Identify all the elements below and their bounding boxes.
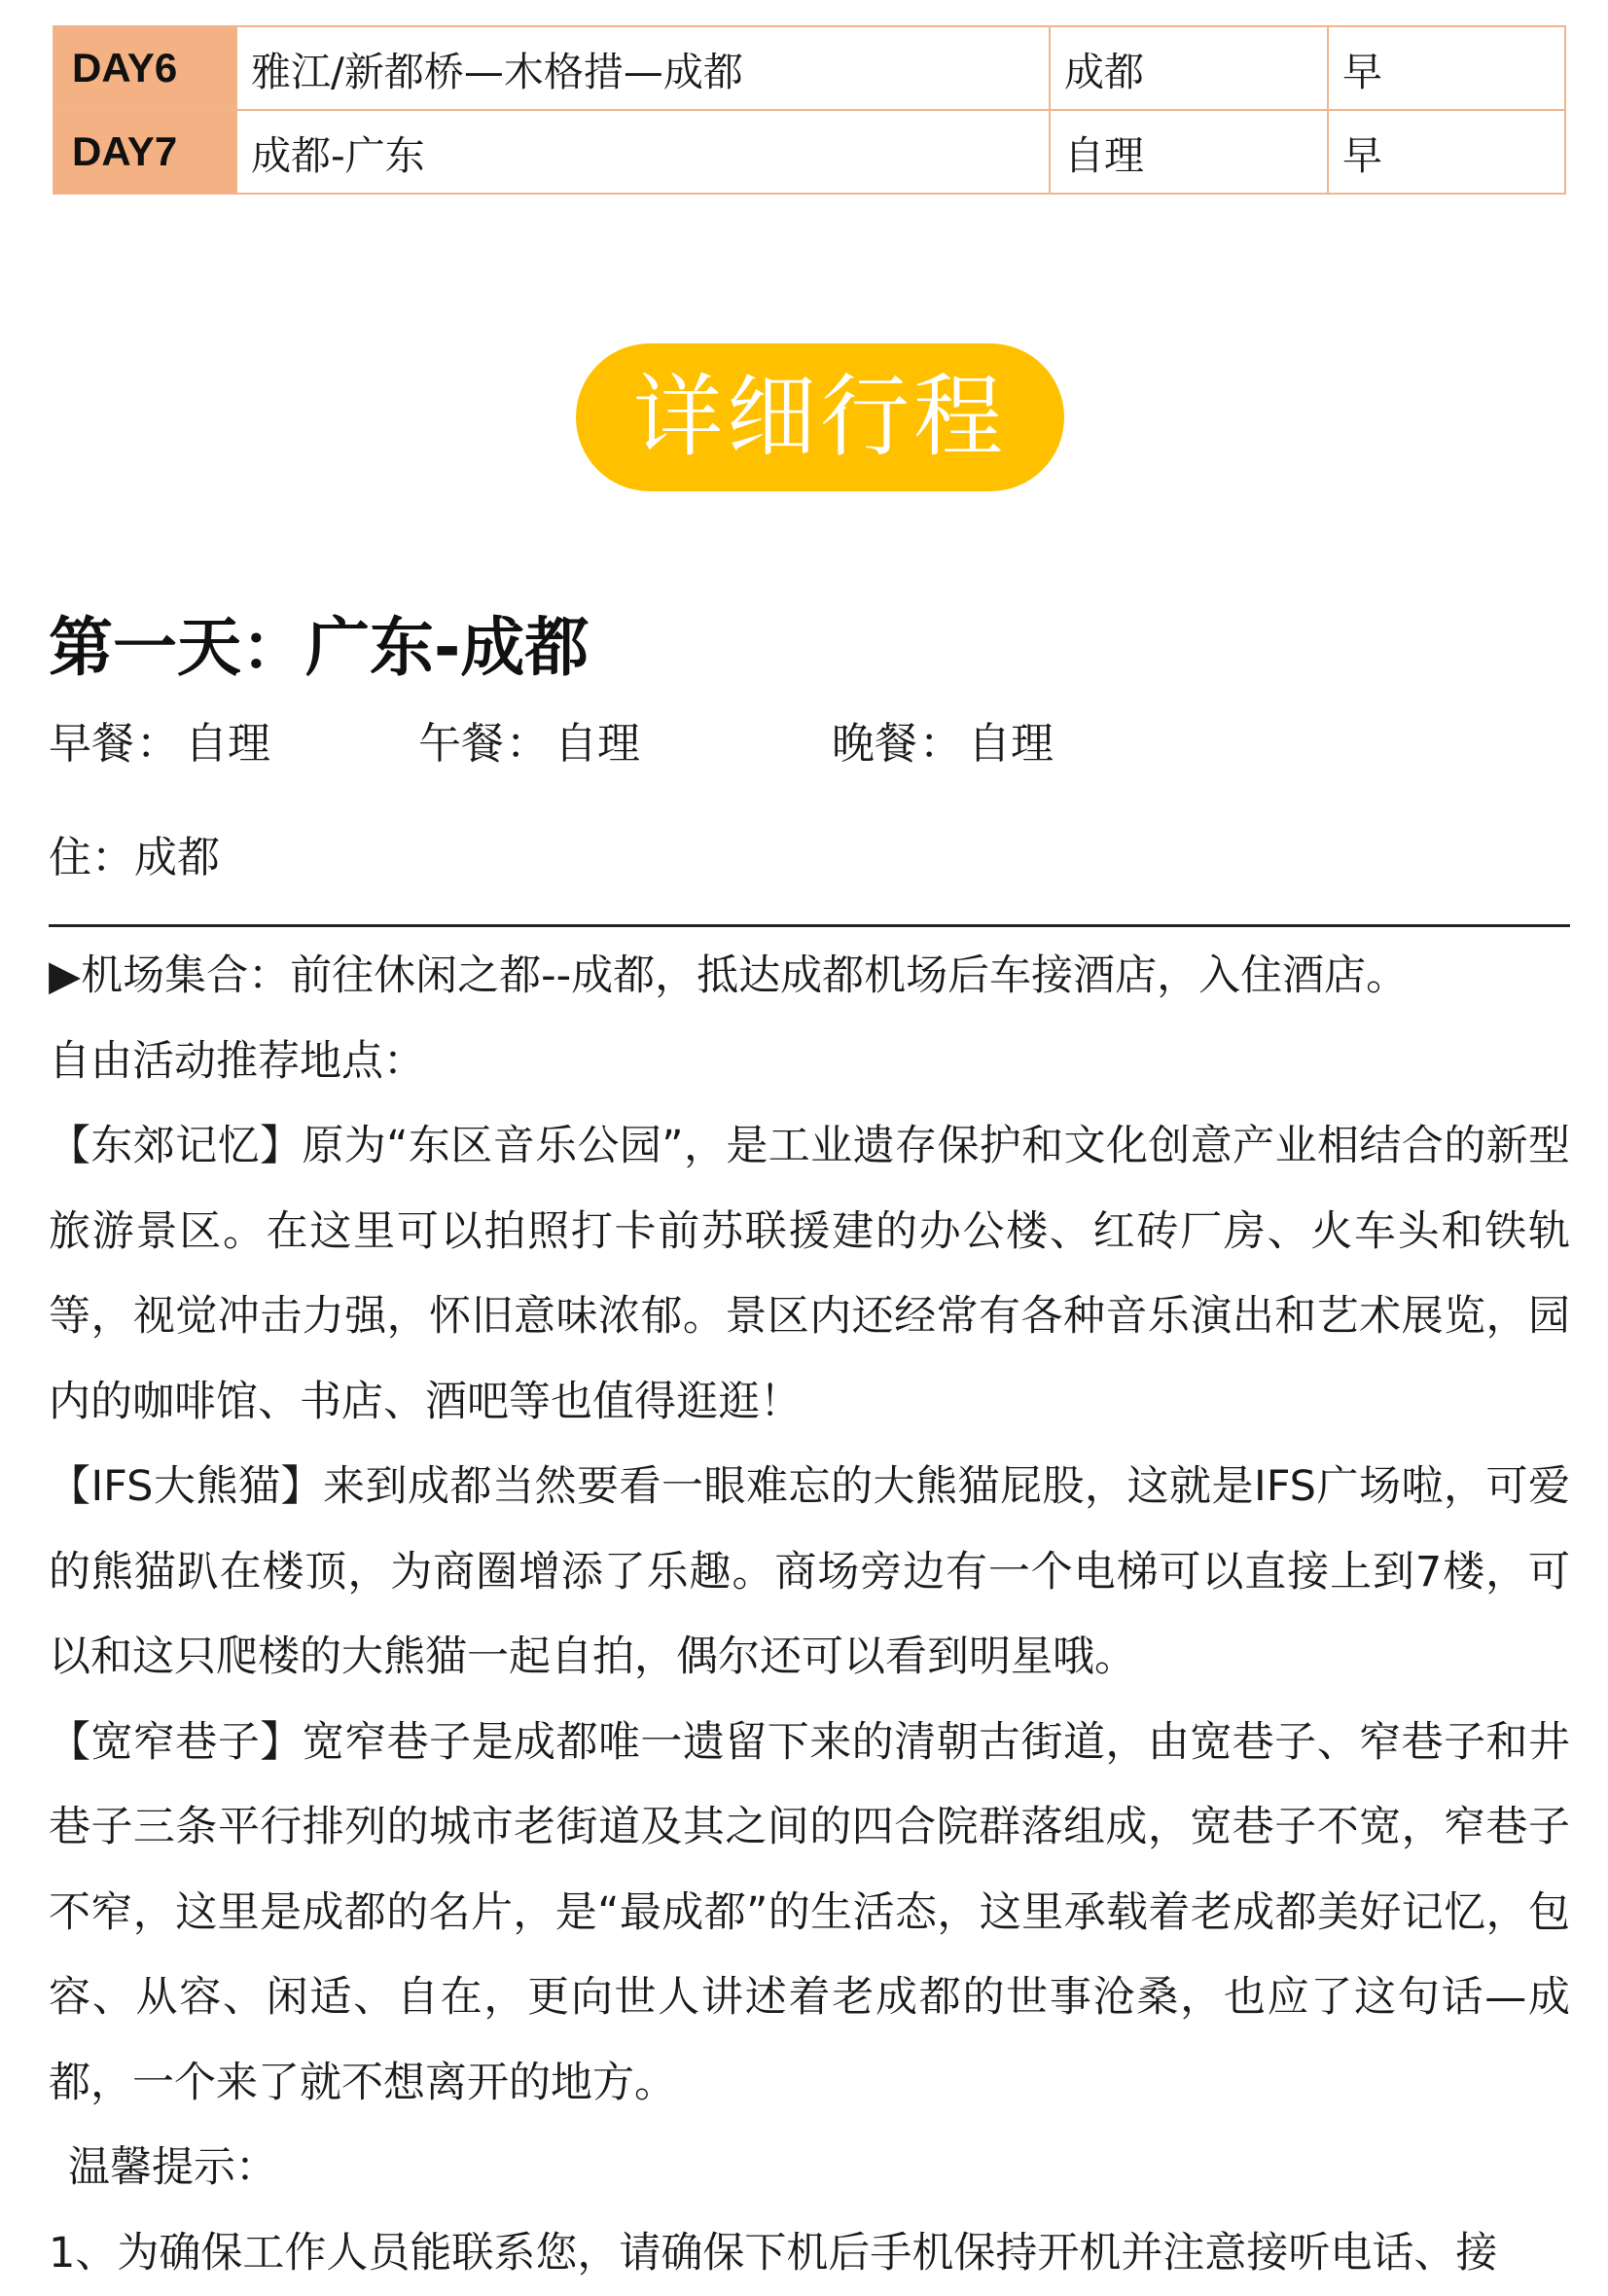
dinner-value: 自理 bbox=[968, 719, 1054, 769]
meals-cell: 早 bbox=[1328, 110, 1565, 194]
lunch-info bbox=[418, 708, 640, 771]
day-title: 第一天：广东-成都 bbox=[49, 595, 589, 688]
hotel-cell: 自理 bbox=[1050, 110, 1328, 194]
separator: ： bbox=[919, 719, 962, 769]
day-label: DAY6 bbox=[54, 26, 236, 110]
separator: ： bbox=[136, 719, 179, 769]
section-title-pill: 详细行程 bbox=[576, 343, 1064, 491]
itinerary-table bbox=[53, 25, 1566, 195]
route-cell: 成都-广东 bbox=[236, 110, 1050, 194]
meals-line bbox=[0, 708, 1608, 767]
arrival-paragraph: ▶机场集合：前往休闲之都--成都，抵达成都机场后车接酒店，入住酒店。 bbox=[49, 934, 1570, 1020]
lunch-label: 午餐 bbox=[418, 719, 504, 769]
hotel-cell: 成都 bbox=[1050, 26, 1328, 110]
itinerary-body bbox=[49, 934, 1570, 2296]
free-activity-heading: 自由活动推荐地点： bbox=[49, 1020, 1570, 1105]
dinner-info bbox=[832, 708, 1054, 771]
breakfast-value: 自理 bbox=[185, 719, 270, 769]
meals-cell: 早 bbox=[1328, 26, 1565, 110]
kuanzhai-alley-paragraph: 【宽窄巷子】宽窄巷子是成都唯一遗留下来的清朝古街道，由宽巷子、窄巷子和井巷子三条平行排列的城市老街道及其之间的四合院群落组成，宽巷子不宽，窄巷子不窄，这里是成都的名片，是“最成都”的生活态，这里承载着老成都美好记忆，包容、从容、闲适、自在，更向世人讲述着老成都的世事沧桑，也应了这句话—成都，一个来了就不想离开的地方。 bbox=[49, 1701, 1570, 2127]
breakfast-info bbox=[49, 708, 270, 771]
lunch-value: 自理 bbox=[554, 719, 640, 769]
separator: ： bbox=[506, 719, 549, 769]
tip-item: 1、为确保工作人员能联系您，请确保下机后手机保持开机并注意接听电话、接 bbox=[49, 2211, 1570, 2296]
table-row bbox=[54, 110, 1565, 194]
breakfast-label: 早餐 bbox=[49, 719, 134, 769]
route-cell: 雅江/新都桥—木格措—成都 bbox=[236, 26, 1050, 110]
dongjiao-memory-paragraph: 【东郊记忆】原为“东区音乐公园”，是工业遗存保护和文化创意产业相结合的新型旅游景区。在这里可以拍照打卡前苏联援建的办公楼、红砖厂房、火车头和铁轨等，视觉冲击力强，怀旧意味浓郁。景区内还经常有各种音乐演出和艺术展览，园内的咖啡馆、书店、酒吧等也值得逛逛！ bbox=[49, 1104, 1570, 1445]
tips-heading: 温馨提示： bbox=[49, 2126, 1570, 2211]
divider bbox=[49, 924, 1570, 927]
day-label: DAY7 bbox=[54, 110, 236, 194]
accommodation-line: 住：成都 bbox=[49, 822, 220, 884]
ifs-panda-paragraph: 【IFS大熊猫】来到成都当然要看一眼难忘的大熊猫屁股，这就是IFS广场啦，可爱的熊猫趴在楼顶，为商圈增添了乐趣。商场旁边有一个电梯可以直接上到7楼，可以和这只爬楼的大熊猫一起自拍，偶尔还可以看到明星哦。 bbox=[49, 1445, 1570, 1701]
table-row bbox=[54, 26, 1565, 110]
dinner-label: 晚餐 bbox=[832, 719, 917, 769]
